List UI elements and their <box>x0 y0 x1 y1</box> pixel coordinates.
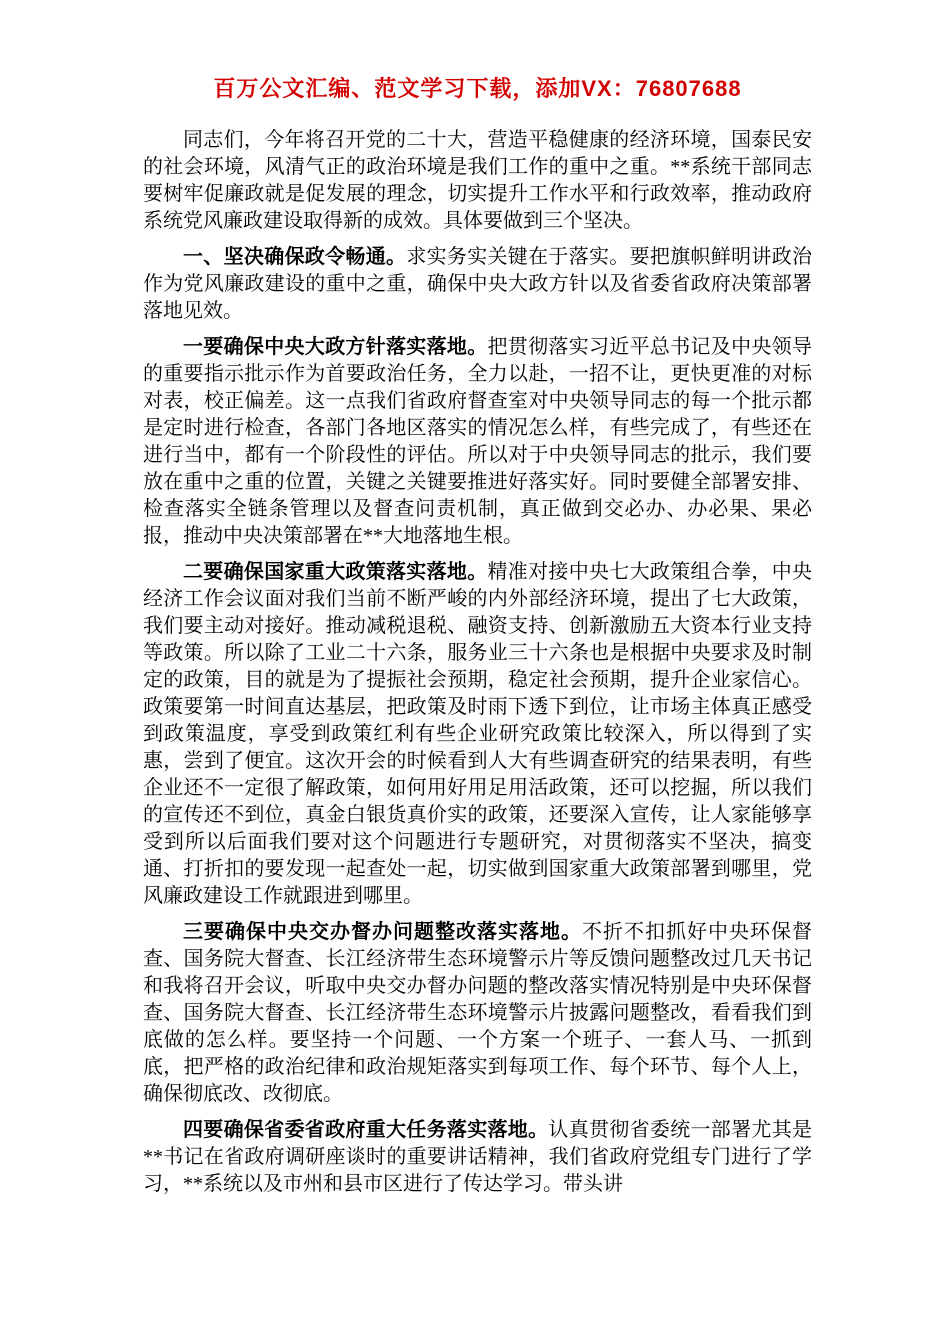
paragraph-point-3 <box>143 919 812 1108</box>
paragraph-point-2 <box>143 559 812 910</box>
paragraph-point-4-lead: 四要确保省委省政府重大任务落实落地。 <box>183 1119 549 1141</box>
paragraph-section-1-lead: 一、坚决确保政令畅通。 <box>183 246 407 268</box>
paragraph-point-4-text: 认真贯彻省委统一部署尤其是**书记在省政府调研座谈时的重要讲话精神，我们省政府党组专门进行了学习，**系统以及市州和县市区进行了传达学习。带头讲 <box>143 1119 813 1195</box>
paragraph-intro-text: 同志们，今年将召开党的二十大，营造平稳健康的经济环境，国泰民安的社会环境，风清气正的政治环境是我们工作的重中之重。**系统干部同志要树牢促廉政就是促发展的理念，切实提升工作水平和行政效率，推动政府系统党风廉政建设取得新的成效。具体要做到三个坚决。 <box>143 129 812 232</box>
paragraph-point-3-text: 不折不扣抓好中央环保督查、国务院大督查、长江经济带生态环境警示片等反馈问题整改过几天书记和我将召开会议，听取中央交办督办问题的整改落实情况特别是中央环保督查、国务院大督查、长江经济带生态环境警示片披露问题整改，看看我们到底做的怎么样。要坚持一个问题、一个方案一个班子、一套人马、一抓到底，把严格的政治纪律和政治规矩落实到每项工作、每个环节、每个人上，确保彻底改、改彻底。 <box>143 921 812 1105</box>
paragraph-point-1-lead: 一要确保中央大政方针落实落地。 <box>183 336 488 358</box>
paragraph-intro <box>143 127 812 235</box>
paragraph-point-2-text: 精准对接中央七大政策组合拳，中央经济工作会议面对我们当前不断严峻的内外部经济环境，提出了七大政策，我们要主动对接好。推动减税退税、融资支持、创新激励五大资本行业支持等政策。所以除了工业二十六条，服务业三十六条也是根据中央要求及时制定的政策，目的就是为了提振社会预期，稳定社会预期，提升企业家信心。政策要第一时间直达基层，把政策及时雨下透下到位，让市场主体真正感受到政策温度，享受到政策红利有些企业研究政策比较深入，所以得到了实惠，尝到了便宜。这次开会的时候看到人大有些调查研究的结果表明，有些企业还不一定很了解政策，如何用好用足用活政策，还可以挖掘，所以我们的宣传还不到位，真金白银货真价实的政策，还要深入宣传，让人家能够享受到所以后面我们要对这个问题进行专题研究，对贯彻落实不坚决，搞变通、打折扣的要发现一起查处一起，切实做到国家重大政策部署到哪里，党风廉政建设工作就跟进到哪里。 <box>143 561 812 907</box>
paragraph-point-3-lead: 三要确保中央交办督办问题整改落实落地。 <box>183 921 582 943</box>
paragraph-point-2-lead: 二要确保国家重大政策落实落地。 <box>183 561 488 583</box>
paragraph-point-4 <box>143 1117 812 1198</box>
paragraph-section-1-text: 求实务实关键在于落实。要把旗帜鲜明讲政治作为党风廉政建设的重中之重，确保中央大政方针以及省委省政府决策部署落地见效。 <box>143 246 813 322</box>
paragraph-point-1 <box>143 334 812 550</box>
promo-header-text: 百万公文汇编、范文学习下载，添加VX：76807688 <box>213 76 742 101</box>
document-body <box>143 127 812 1198</box>
paragraph-point-1-text: 把贯彻落实习近平总书记及中央领导的重要指示批示作为首要政治任务，全力以赴，一招不让，更快更准的对标对表，校正偏差。这一点我们省政府督查室对中央领导同志的每一个批示都是定时进行检查，各部门各地区落实的情况怎么样，有些完成了，有些还在进行当中，都有一个阶段性的评估。所以对于中央领导同志的批示，我们要放在重中之重的位置，关键之关键要推进好落实好。同时要健全部署安排、检查落实全链条管理以及督查问责机制，真正做到交必办、办必果、果必报，推动中央决策部署在**大地落地生根。 <box>143 336 812 547</box>
paragraph-section-1 <box>143 244 812 325</box>
